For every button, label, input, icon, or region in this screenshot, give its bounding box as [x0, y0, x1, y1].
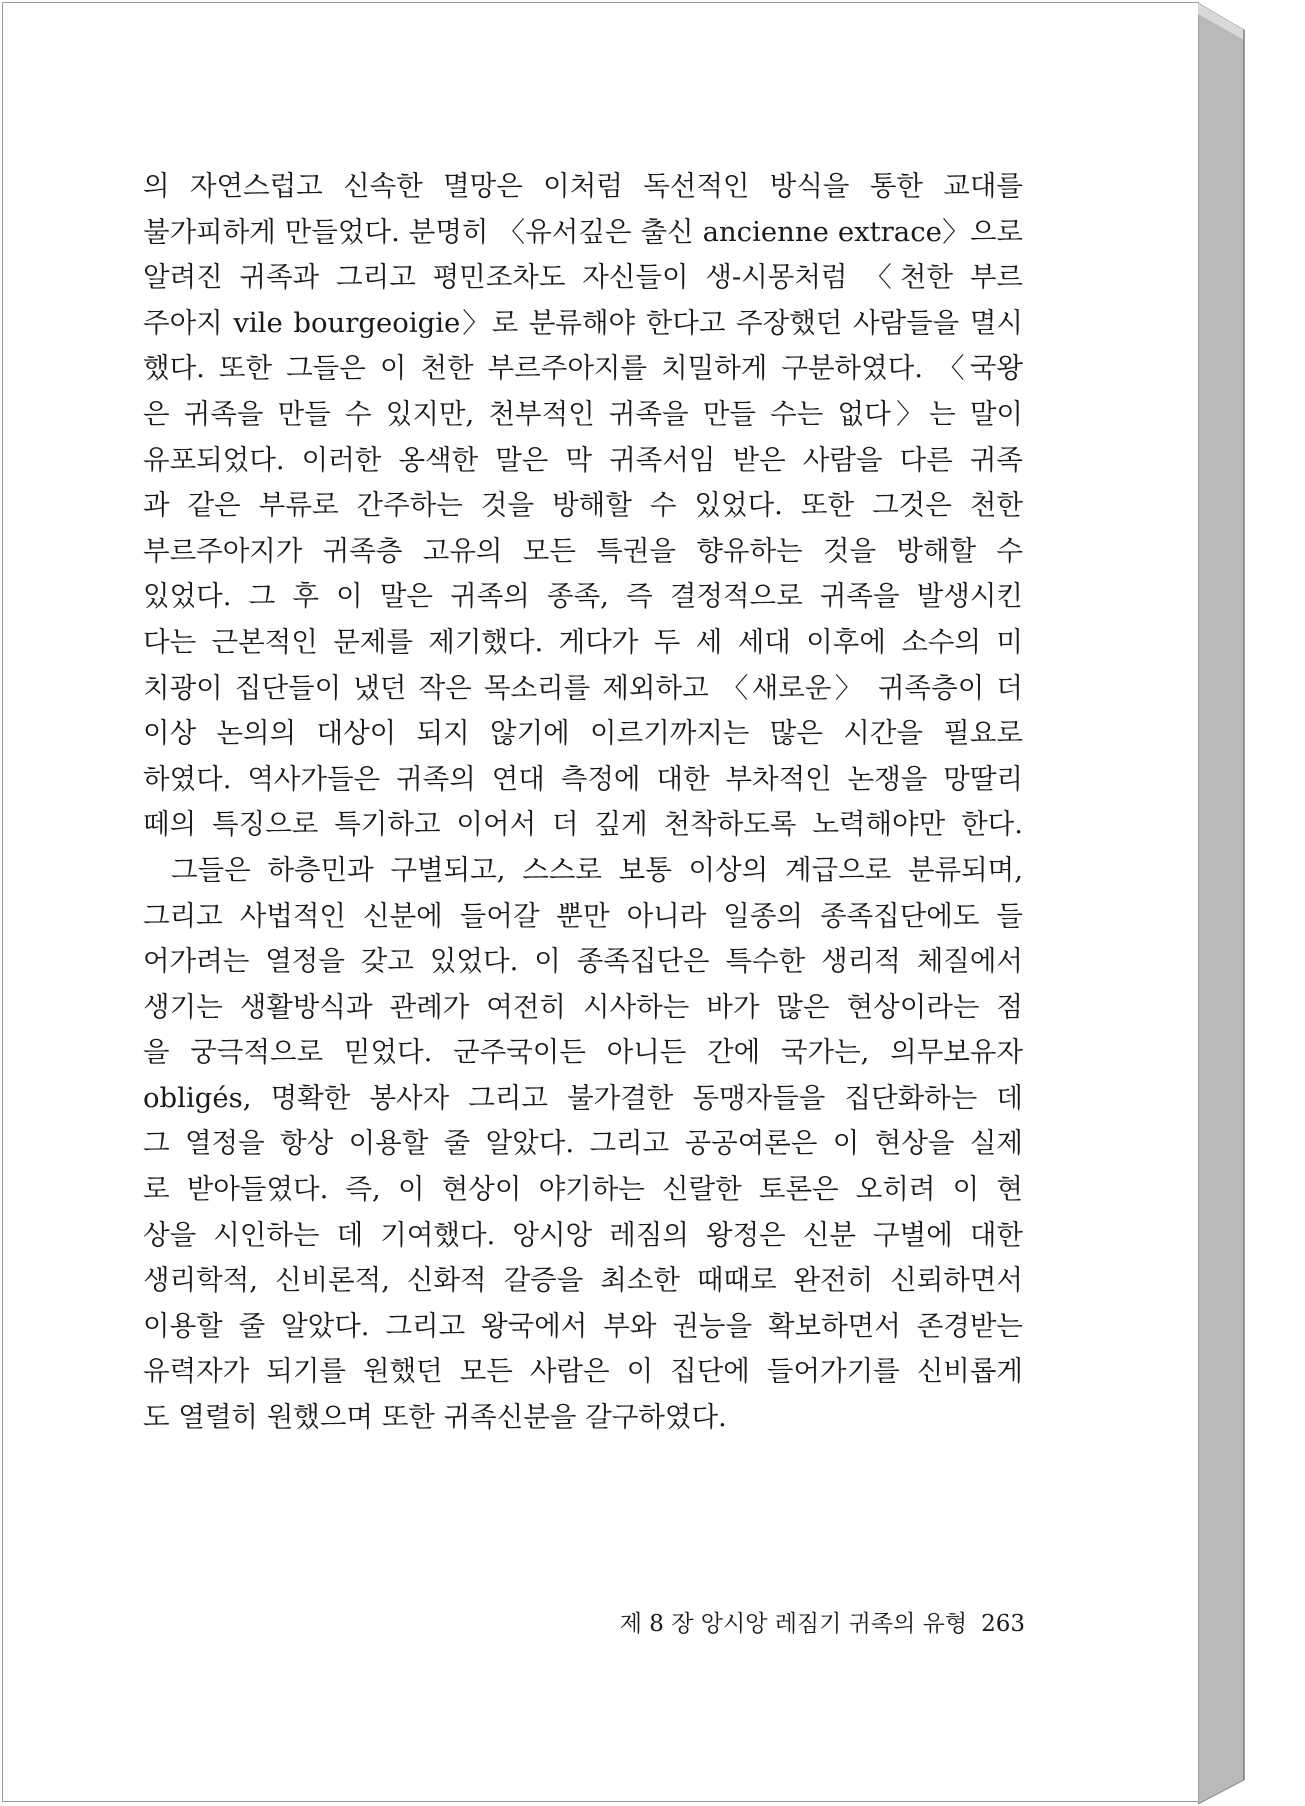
text-line: 그 열정을 항상 이용할 줄 알았다. 그리고 공공여론은 이 현상을 실제	[143, 1127, 1023, 1160]
text-line: 치광이 집단들이 냈던 작은 목소리를 제외하고 〈새로운〉 귀족층이 더	[143, 671, 1023, 704]
text-line: 불가피하게 만들었다. 분명히 〈유서깊은 출신 ancienne extrace〉으로	[143, 215, 1023, 248]
text-line: 그리고 사법적인 신분에 들어갈 뿐만 아니라 일종의 종족집단에도 들	[143, 899, 1023, 932]
page-number: 263	[981, 1611, 1025, 1637]
text-line: 도 열렬히 원했으며 또한 귀족신분을 갈구하였다.	[143, 1401, 727, 1434]
page-footer	[610, 1605, 1025, 1638]
text-line: 생기는 생활방식과 관례가 여전히 시사하는 바가 많은 현상이라는 점	[143, 990, 1023, 1023]
text-line: 유력자가 되기를 원했던 모든 사람은 이 집단에 들어가기를 신비롭게	[143, 1355, 1023, 1388]
text-line: 이용할 줄 알았다. 그리고 왕국에서 부와 권능을 확보하면서 존경받는	[143, 1309, 1023, 1342]
text-line: 이상 논의의 대상이 되지 않기에 이르기까지는 많은 시간을 필요로	[143, 717, 1023, 750]
text-line: 알려진 귀족과 그리고 평민조차도 자신들이 생-시몽처럼 〈천한 부르	[143, 261, 1023, 294]
text-line: 했다. 또한 그들은 이 천한 부르주아지를 치밀하게 구분하였다. 〈국왕	[143, 352, 1023, 385]
text-line: 로 받아들였다. 즉, 이 현상이 야기하는 신랄한 토론은 오히려 이 현	[143, 1173, 1023, 1206]
text-line: 과 같은 부류로 간주하는 것을 방해할 수 있었다. 또한 그것은 천한	[143, 489, 1023, 522]
text-line: 부르주아지가 귀족층 고유의 모든 특권을 향유하는 것을 방해할 수	[143, 534, 1023, 567]
text-line: 그들은 하층민과 구별되고, 스스로 보통 이상의 계급으로 분류되며,	[171, 853, 1023, 886]
text-line: 의 자연스럽고 신속한 멸망은 이처럼 독선적인 방식을 통한 교대를	[143, 170, 1023, 202]
text-line: 있었다. 그 후 이 말은 귀족의 종족, 즉 결정적으로 귀족을 발생시킨	[143, 580, 1023, 613]
text-line: 생리학적, 신비론적, 신화적 갈증을 최소한 때때로 완전히 신뢰하면서	[143, 1264, 1023, 1297]
text-line: 주아지 vile bourgeoigie〉로 분류해야 한다고 주장했던 사람들을 멸시	[143, 306, 1023, 339]
text-line: 상을 시인하는 데 기여했다. 앙시앙 레짐의 왕정은 신분 구별에 대한	[143, 1218, 1023, 1251]
text-line: 하였다. 역사가들은 귀족의 연대 측정에 대한 부차적인 논쟁을 망딸리	[143, 762, 1023, 795]
page-edge-shading	[1198, 0, 1305, 1806]
body-text	[143, 164, 1023, 1441]
text-line: 떼의 특징으로 특기하고 이어서 더 깊게 천착하도록 노력해야만 한다.	[143, 808, 1023, 841]
text-line: 은 귀족을 만들 수 있지만, 천부적인 귀족을 만들 수는 없다〉는 말이	[143, 397, 1023, 430]
text-line: 유포되었다. 이러한 옹색한 말은 막 귀족서임 받은 사람을 다른 귀족	[143, 443, 1023, 476]
running-head: 제 8 장 앙시앙 레짐기 귀족의 유형	[619, 1611, 968, 1637]
text-line: 다는 근본적인 문제를 제기했다. 게다가 두 세 세대 이후에 소수의 미	[143, 625, 1023, 658]
text-line: 어가려는 열정을 갖고 있었다. 이 종족집단은 특수한 생리적 체질에서	[143, 945, 1023, 978]
text-line: obligés, 명확한 봉사자 그리고 불가결한 동맹자들을 집단화하는 데	[143, 1081, 1023, 1114]
text-line: 을 궁극적으로 믿었다. 군주국이든 아니든 간에 국가는, 의무보유자	[143, 1036, 1023, 1069]
